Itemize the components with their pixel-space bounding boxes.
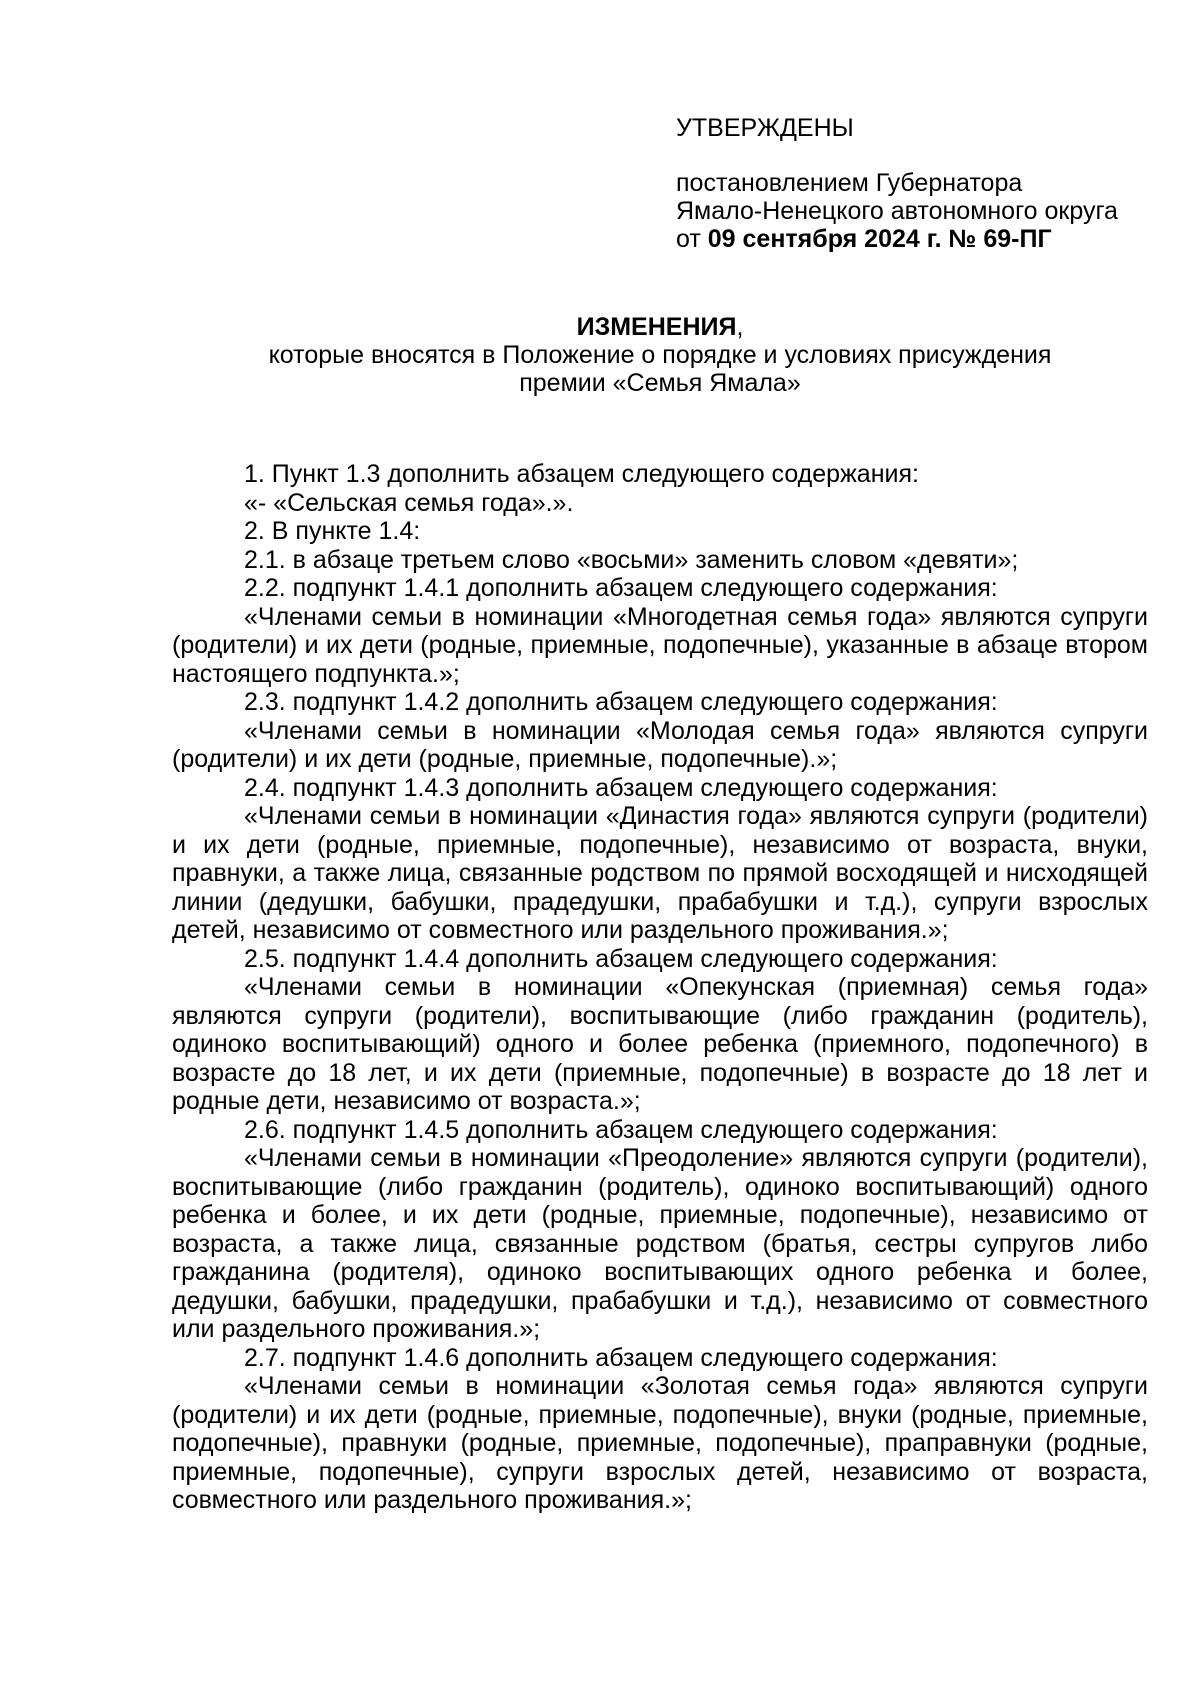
approval-title: УТВЕРЖДЕНЫ — [676, 114, 854, 142]
document-title: ИЗМЕНЕНИЯ — [576, 313, 737, 341]
paragraph: 2.1. в абзаце третьем слово «восьми» заменить словом «девяти»; — [244, 545, 1019, 574]
document-title-line — [172, 313, 1148, 341]
paragraph: «Членами семьи в номинации «Золотая семья года» являются супруги (родители) и их дети (родные, приемные, подопечные), внуки (родные, приемные, подопечные), правнуки (родные, приемные, подопечные), праправнуки (родные, приемные, подопечные), супруги взрослых детей, независимо от возраста, совместного или раздельного проживания.»; — [172, 1372, 1148, 1514]
paragraph: 2.6. подпункт 1.4.5 дополнить абзацем следующего содержания: — [244, 1115, 998, 1144]
approval-line-2: Ямало-Ненецкого автономного округа — [676, 197, 1118, 225]
paragraph: 2. В пункте 1.4: — [244, 517, 421, 545]
paragraph: 1. Пункт 1.3 дополнить абзацем следующего содержания: — [244, 460, 919, 488]
approval-line-3 — [676, 225, 1146, 253]
document-subtitle-line-2: премии «Семья Ямала» — [519, 369, 801, 397]
paragraph: 2.3. подпункт 1.4.2 дополнить абзацем следующего содержания: — [244, 688, 998, 716]
decree-number: 09 сентября 2024 г. № 69-ПГ — [707, 225, 1052, 253]
approval-stamp — [676, 114, 1146, 253]
document-heading — [172, 313, 1148, 397]
paragraph: 2.4. подпункт 1.4.3 дополнить абзацем следующего содержания: — [244, 773, 998, 802]
document-title-suffix: , — [736, 313, 744, 341]
paragraph: «Членами семьи в номинации «Преодоление» являются супруги (родители), воспитывающие (либо гражданин (родитель), одиноко воспитывающий) одного ребенка и более, и их дети (родные, приемные, подопечные), независимо от возраста, а также лица, связанные родством (братья, сестры супругов либо гражданина (родителя), одиноко воспитывающих одного ребенка и более, дедушки, бабушки, прадедушки, прабабушки и т.д.), независимо от совместного или раздельного проживания.»; — [172, 1144, 1148, 1343]
document-body — [172, 460, 1148, 1515]
paragraph: «- «Сельская семья года».». — [244, 488, 574, 517]
approval-date-prefix: от — [676, 225, 708, 253]
paragraph: 2.7. подпункт 1.4.6 дополнить абзацем следующего содержания: — [244, 1343, 998, 1372]
paragraph: «Членами семьи в номинации «Молодая семья года» являются супруги (родители) и их дети (родные, приемные, подопечные).»; — [172, 716, 1148, 773]
paragraph: «Членами семьи в номинации «Многодетная семья года» являются супруги (родители) и их дети (родные, приемные, подопечные), указанные в абзаце втором настоящего подпункта.»; — [172, 602, 1148, 688]
approval-line-1: постановлением Губернатора — [676, 169, 1023, 197]
document-subtitle-line-1: которые вносятся в Положение о порядке и условиях присуждения — [268, 341, 1052, 369]
paragraph: 2.2. подпункт 1.4.1 дополнить абзацем следующего содержания: — [244, 574, 998, 602]
paragraph: «Членами семьи в номинации «Династия года» являются супруги (родители) и их дети (родные, приемные, подопечные), независимо от возраста, внуки, правнуки, а также лица, связанные родством по прямой восходящей и нисходящей линии (дедушки, бабушки, прадедушки, прабабушки и т.д.), супруги взрослых детей, независимо от совместного или раздельного проживания.»; — [172, 802, 1148, 944]
paragraph: 2.5. подпункт 1.4.4 дополнить абзацем следующего содержания: — [244, 944, 998, 973]
paragraph: «Членами семьи в номинации «Опекунская (приемная) семья года» являются супруги (родители), воспитывающие (либо гражданин (родитель), одиноко воспитывающий) одного и более ребенка (приемного, подопечного) в возрасте до 18 лет, и их дети (приемные, подопечные) в возрасте до 18 лет и родные дети, независимо от возраста.»; — [172, 973, 1148, 1115]
